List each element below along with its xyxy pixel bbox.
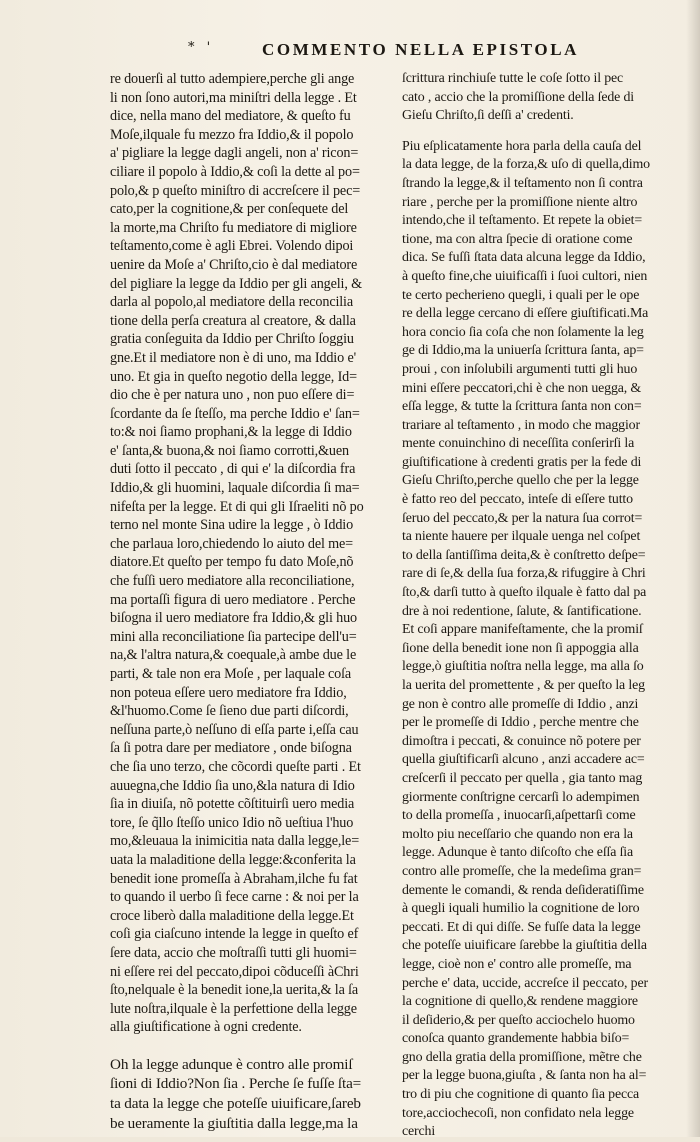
text-line: hora concio ſia coſa che non ſolamente la leg: [402, 324, 644, 340]
text-line: Gieſu Chriſto,perche quello che per la legge: [402, 473, 639, 489]
text-line: è fatto reo del peccato, inteſe di eſſere tutto: [402, 492, 633, 508]
text-line: uno. Et gia in queſto negotio della legge, Id=: [110, 368, 357, 385]
left-paragraph-1: [110, 70, 398, 1037]
text-line: nifeſta per la legge. Et di qui gli Iſraeliti nõ po: [110, 498, 364, 515]
text-line: neſſuna parte,ò neſſuno di eſſa parte i,eſſa cau: [110, 721, 359, 738]
text-line: giuſtificatione à credenti gratis per la fede di: [402, 454, 642, 470]
text-line: ſioni di Iddio?Non ſia . Perche ſe fuſſe ſta=: [110, 1075, 362, 1093]
text-line: teſtamento,come è agli Ebrei. Volendo dipoi: [110, 238, 354, 255]
text-line: mini eſſere peccatori,chi è che non uegga, &: [402, 380, 642, 396]
text-line: lute noſtra,ilquale è la perfettione della legge: [110, 1000, 357, 1017]
text-line: ſa ſi potra dare per mediatore , onde biſogna: [110, 740, 352, 757]
text-line: gno della gratia della promiſſione, mẽtre che: [402, 1049, 642, 1065]
text-line: gne.Et il mediatore non è di uno, ma Iddio e': [110, 349, 356, 366]
text-line: coſi gia ciaſcuno intende la legge in queſto ef: [110, 926, 359, 943]
text-line: che poteſſe uiuificare ſarebbe la giuſtitia della: [402, 938, 647, 954]
text-line: ge non è contro alle promeſſe di Iddio , anzi: [402, 696, 639, 712]
text-line: biſogna il uero mediatore fra Iddio,& gli huo: [110, 610, 357, 627]
text-line: ſto,nelquale è la benedit ione,la uerita,& la ſa: [110, 982, 359, 999]
text-line: Gieſu Chriſto,ſi deſſi a' credenti.: [402, 108, 574, 124]
text-line: li non ſono autori,ma miniſtri della legge . Et: [110, 89, 357, 106]
text-line: ſto,& darſi tutto à queſto ilquale è fatto dal pa: [402, 585, 647, 601]
text-line: che ſia uno terzo, che cõcordi queſte parti . Et: [110, 758, 361, 775]
text-line: darla al popolo,al mediatore della reconcilia: [110, 294, 353, 311]
text-line: ta data la legge che poteſſe uiuificare,ſareb: [110, 1095, 361, 1113]
text-line: la data legge, de la forza,& uſo di quella,dimo: [402, 157, 650, 173]
text-line: Oh la legge adunque è contro alle promiſ: [110, 1055, 353, 1073]
text-line: tione, ma con altra ſpecie di oratione come: [402, 231, 633, 247]
text-line: ſcrittura rinchiuſe tutte le coſe ſotto il pec: [402, 71, 624, 86]
text-line: to della ſantiſſima deita,& è conſtretto deſpe=: [402, 547, 646, 563]
header-marks: * ': [188, 40, 215, 55]
text-line: Piu eſplicatamente hora parla della cauſa del: [402, 138, 642, 154]
text-line: mo,&leuaua la inimicitia nata dalla legge,le=: [110, 833, 360, 850]
text-line: uata la maladitione della legge:&conferita la: [110, 851, 356, 868]
text-line: per le promeſſe di Iddio , perche mentre che: [402, 715, 639, 731]
text-line: croce liberò dalla maladitione della legge.Et: [110, 907, 354, 924]
text-line: polo,& p queſto miniſtro di accreſcere il pec=: [110, 182, 361, 199]
text-line: tore, ſe q̃llo ſteſſo unico Idio nõ ueſtiua l'huo: [110, 814, 354, 831]
text-line: quella giuſtificarſi alcuno , anzi accadere ac=: [402, 752, 645, 768]
text-line: tro di piu che cognitione di quanto ſia pecca: [402, 1087, 640, 1103]
text-line: perche e' data, uccide, accreſce il peccato, per: [402, 975, 648, 991]
text-line: benedit ione promeſſa à Abraham,ilche fu fat: [110, 870, 358, 887]
text-line: mente conuinchino di neceſſita conſerirſi la: [402, 436, 635, 452]
text-line: auuegna,che Iddio ſia uno,&la natura di Idio: [110, 777, 355, 794]
text-line: ma portaſſi figura di uero mediatore . Perche: [110, 591, 356, 608]
text-line: la morte,ma Chriſto fu mediatore di migliore: [110, 219, 357, 236]
text-line: na,& l'altra natura,& coequale,à ambe due le: [110, 647, 357, 664]
text-line: riare , perche per la promiſſione niente altro: [402, 194, 638, 210]
right-paragraph-2: [402, 138, 682, 1142]
text-line: il deſiderio,& per queſto acciochelo huomo: [402, 1012, 635, 1028]
text-line: alla giuſtificatione à ogni credente.: [110, 1019, 302, 1036]
text-line: à quegli iquali humilio la cognitione de loro: [402, 901, 640, 917]
page-title: COMMENTO NELLA EPISTOLA: [262, 40, 580, 59]
text-line: contro alle promeſſe, che la medeſima gran=: [402, 863, 642, 879]
text-line: demente le comandi, & renda deſideratiſſime: [402, 882, 644, 898]
text-line: diatore.Et queſto per tempo fu dato Moſe,nõ: [110, 554, 354, 571]
left-paragraph-2: [110, 1055, 398, 1133]
text-line: intendo,che il teſtamento. Et repete la obiet=: [402, 213, 643, 229]
text-line: à queſto fine,che uiuificaſſi i ſuoi cultori, nien: [402, 268, 648, 284]
text-line: ta niente hauere per ilquale uenga nel coſpet: [402, 529, 641, 545]
paragraph-spacer: [402, 126, 682, 138]
text-line: to:& noi ſiamo prophani,& la legge di Iddio: [110, 424, 352, 441]
right-column: [402, 70, 682, 1142]
text-line: la cognitione di quello,& rendene maggiore: [402, 994, 638, 1010]
text-line: duti ſotto il peccato , di qui e' la diſcordia fra: [110, 461, 356, 478]
text-line: &l'huomo.Come ſe ſieno due parti diſcordi,: [110, 703, 349, 720]
text-line: la uerita del promettente , & per queſto la leg: [402, 678, 645, 693]
text-line: cerchi: [402, 1124, 436, 1140]
text-line: dice, nella mano del mediatore, & queſto fu: [110, 108, 351, 125]
text-line: parti, & tale non era Moſe , per laquale coſa: [110, 666, 352, 682]
text-line: creſcerſi il peccato per quella , gia tanto mag: [402, 770, 643, 786]
paragraph-spacer: [110, 1037, 398, 1055]
text-line: ſione della benedit ione non ſi appoggia alla: [402, 640, 639, 656]
text-line: ſtrando la legge,& il teſtamento non ſi contra: [402, 175, 643, 191]
text-line: dimoſtra i peccati, & conuince nõ potere per: [402, 733, 641, 749]
text-line: re della legge cercano di eſſere giuſtificati.Ma: [402, 306, 649, 322]
text-line: e' ſanta,& buona,& noi ſiamo corrotti,&uen: [110, 442, 349, 459]
text-line: tore,acciochecoſi, non confidato nela legge: [402, 1105, 634, 1121]
text-line: molto piu neceſſario che quando non era la: [402, 826, 633, 842]
text-line: proui , con inſolubili argumenti tutti gli huo: [402, 361, 638, 377]
text-line: re douerſi al tutto adempiere,perche gli ange: [110, 71, 355, 87]
left-column: [110, 70, 398, 1133]
running-head: [0, 40, 700, 62]
text-line: conoſca quanto grandemente habbia biſo=: [402, 1031, 630, 1047]
text-line: cato , accio che la promiſſione della ſede di: [402, 89, 634, 105]
text-line: Et coſi appare manifeſtamente, che la promiſ: [402, 622, 643, 638]
text-line: trariare al teſtamento , in modo che maggior: [402, 417, 640, 433]
text-line: legge, cioè non e' contro alle promeſſe, ma: [402, 956, 632, 972]
text-line: ge di Iddio,ma la uniuerſa ſcrittura ſanta, ap=: [402, 343, 644, 359]
text-line: che parlaua loro,chiedendo lo aiuto del me=: [110, 535, 354, 552]
text-line: te certo pecherieno quegli, i quali per le ope: [402, 287, 640, 303]
text-line: rare di ſe,& della ſua forza,& rifuggire à Chri: [402, 566, 646, 582]
text-line: mini alla reconciliatione ſia partecipe dell'u=: [110, 628, 357, 645]
text-line: ſia in diuiſa, nõ potette cõſtituirſi uero media: [110, 796, 355, 813]
text-line: legge,ò giuſtitia noſtra nella legge, ma alla ſo: [402, 659, 644, 675]
text-line: che fuſſi uero mediatore alla reconciliatione,: [110, 573, 355, 590]
text-line: del pigliare la legge da Iddio per gli angeli, &: [110, 275, 363, 292]
text-line: per la legge buona,giuſta , & ſanta non ha al=: [402, 1068, 647, 1084]
text-line: dre à noi redentione, ſalute, & ſantificatione.: [402, 603, 642, 619]
text-line: cato,per la cognitione,& per conſequete del: [110, 201, 349, 218]
text-line: Iddio,& gli huomini, laquale diſcordia ſi ma=: [110, 480, 360, 497]
text-line: gratia conſeguita da Iddio per Chriſto ſoggiu: [110, 331, 354, 348]
text-line: ſcordante da ſe ſteſſo, ma perche Iddio e' ſan=: [110, 405, 360, 422]
text-line: terno nel monte Sina udire la legge , ò Iddio: [110, 517, 354, 534]
text-line: ſere data, accio che moſtraſſi tutti gli huomi=: [110, 944, 357, 961]
text-line: dio che è per natura uno , non puo eſſere di=: [110, 387, 355, 404]
right-paragraph-1: [402, 70, 682, 126]
text-line: ciliare il popolo à Iddio,& coſi la dette al po=: [110, 163, 360, 180]
text-line: Moſe,ilquale fu mezzo fra Iddio,& il popolo: [110, 126, 354, 143]
text-line: dica. Se fuſſi ſtata data alcuna legge da Iddio,: [402, 250, 646, 266]
text-line: non poteua eſſere uero mediatore fra Iddio,: [110, 684, 347, 701]
text-line: peccati. Et di qui diſſe. Se fuſſe data la legge: [402, 919, 641, 935]
text-line: giormente conſtrigne cercarſi lo adempimen: [402, 789, 640, 805]
text-line: uenire da Moſe a' Chriſto,cio è dal mediatore: [110, 256, 358, 273]
text-line: tione della perſa creatura al creatore, & dalla: [110, 312, 356, 329]
page-gutter-shadow: [686, 0, 700, 1137]
text-line: to quando il uerbo ſi fece carne : & noi per la: [110, 889, 359, 906]
text-line: to della promeſſa , inuocarſi,aſpettarſi come: [402, 808, 636, 824]
text-line: ni eſſere rei del peccato,dipoi cõduceſſi àChri: [110, 963, 359, 980]
text-line: eſſa legge, & tutte la ſcrittura ſanta non con=: [402, 399, 642, 415]
text-line: legge. Adunque è tanto diſcoſto che eſſa ſia: [402, 845, 634, 861]
text-line: a' pigliare la legge dagli angeli, non a' ricon=: [110, 145, 359, 162]
text-line: ſeruo del peccato,& per la natura ſua corrot=: [402, 510, 643, 526]
text-line: be ueramente la giuſtitia dalla legge,ma la: [110, 1114, 358, 1132]
